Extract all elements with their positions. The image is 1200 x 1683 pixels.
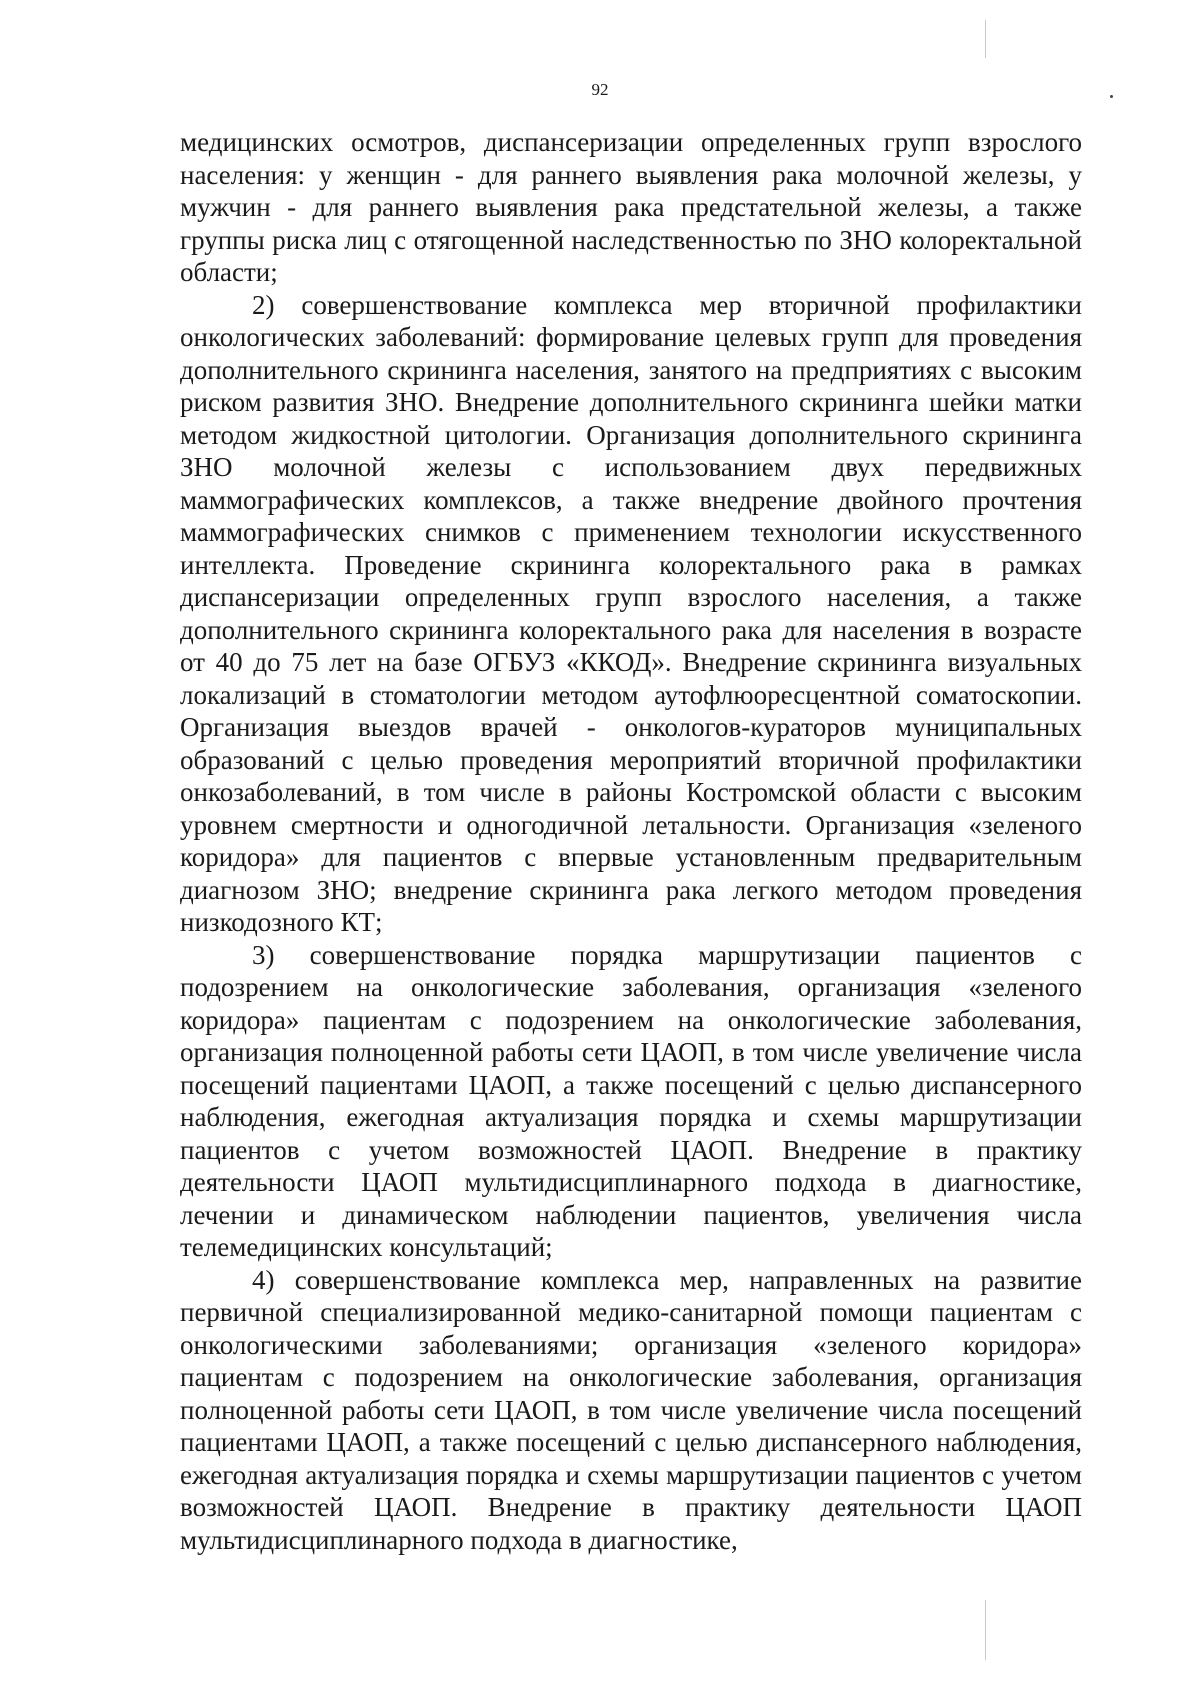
page-number: 92 xyxy=(591,80,609,99)
paragraph-item-2: 2) совершенствование комплекса мер вторичной профилактики онкологических заболеваний: формирование целевых групп для проведения дополнительного скрининга населения, занятого на предприятиях с высоким риском развития ЗНО. Внедрение дополнительного скрининга шейки матки методом жидкостной цитологии. Организация дополнительного скрининга ЗНО молочной железы с использованием двух передвижных маммографических комплексов, а также внедрение двойного прочтения маммографических снимков с применением технологии искусственного интеллекта. Проведение скрининга колоректального рака в рамках диспансеризации определенных групп взрослого населения, а также дополнительного скрининга колоректального рака для населения в возрасте от 40 до 75 лет на базе ОГБУЗ «ККОД». Внедрение скрининга визуальных локализаций в стоматологии методом аутофлюоресцентной соматоскопии. Организация выездов врачей - онкологов-кураторов муниципальных образований с целью проведения мероприятий вторичной профилактики онкозаболеваний, в том числе в районы Костромской области с высоким уровнем смертности и одногодичной летальности. Организация «зеленого коридора» для пациентов с впервые установленным предварительным диагнозом ЗНО; внедрение скрининга рака легкого методом проведения низкодозного КТ; xyxy=(180,289,1082,937)
paragraph-continuation: медицинских осмотров, диспансеризации определенных групп взрослого населения: у женщин - для раннего выявления рака молочной железы, у мужчин - для раннего выявления рака предстательной железы, а также группы риска лиц с отягощенной наследственностью по ЗНО колоректальной области; xyxy=(180,127,1082,287)
scan-artifact-dot xyxy=(1110,95,1113,98)
paragraph-item-4: 4) совершенствование комплекса мер, направленных на развитие первичной специализированной медико-санитарной помощи пациентам с онкологическими заболеваниями; организация «зеленого коридора» пациентам с подозрением на онкологические заболевания, организация полноценной работы сети ЦАОП, в том числе увеличение числа посещений пациентами ЦАОП, а также посещений с целью диспансерного наблюдения, ежегодная актуализация порядка и схемы маршрутизации пациентов с учетом возможностей ЦАОП. Внедрение в практику деятельности ЦАОП мультидисциплинарного подхода в диагностике, xyxy=(180,1264,1082,1555)
paragraph-item-3: 3) совершенствование порядка маршрутизации пациентов с подозрением на онкологические заболевания, организация «зеленого коридора» пациентам с подозрением на онкологические заболевания, организация полноценной работы сети ЦАОП, в том числе увеличение числа посещений пациентами ЦАОП, а также посещений с целью диспансерного наблюдения, ежегодная актуализация порядка и схемы маршрутизации пациентов с учетом возможностей ЦАОП. Внедрение в практику деятельности ЦАОП мультидисциплинарного подхода в диагностике, лечении и динамическом наблюдении пациентов, увеличения числа телемедицинских консультаций; xyxy=(180,939,1082,1262)
scan-artifact-top xyxy=(985,20,986,58)
document-body xyxy=(180,126,1082,1556)
scan-artifact-bottom xyxy=(985,1600,986,1660)
